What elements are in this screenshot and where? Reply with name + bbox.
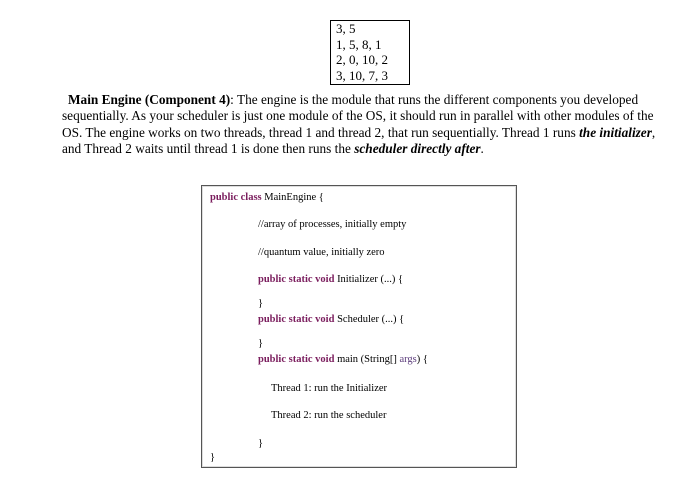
paragraph-text-2: , and Thread 2 waits until thread 1 is done then runs the — [62, 124, 656, 156]
paragraph-text-1: The engine is the module that runs the different components you developed sequentially. As your scheduler is just one module of the OS, it should run in parallel with other modules of the OS. The engine works on two threads, thread 1 and thread 2, that run sequentially. Thread 1 runs — [62, 92, 654, 140]
code-comment-quantum: //quantum value, initially zero — [258, 247, 385, 258]
code-class-keyword: public class — [210, 192, 262, 203]
input-row-2: 1, 5, 8, 1 — [336, 36, 382, 52]
code-thread-2: Thread 2: run the scheduler — [271, 410, 387, 421]
code-initializer-name: Initializer (...) { — [334, 274, 404, 285]
input-row-3: 2, 0, 10, 2 — [336, 52, 388, 67]
code-main-close: } — [258, 438, 264, 449]
code-main-keyword: public static void — [258, 354, 335, 365]
code-scheduler-signature — [258, 314, 404, 326]
code-initializer-keyword: public static void — [258, 274, 335, 285]
code-class-close: } — [210, 452, 216, 463]
code-main-name: main (String[] — [334, 354, 400, 365]
code-comment-array: //array of processes, initially empty — [258, 219, 407, 230]
code-main-end: ) { — [416, 354, 428, 365]
code-initializer-signature — [258, 274, 403, 286]
code-class-declaration — [210, 192, 324, 204]
code-main-signature — [258, 354, 428, 366]
code-scheduler-name: Scheduler (...) { — [334, 314, 405, 325]
paragraph-colon: : — [230, 92, 234, 107]
code-scheduler-keyword: public static void — [258, 314, 335, 325]
code-thread-1: Thread 1: run the Initializer — [271, 383, 388, 394]
paragraph-emphasis-initializer: the initializer — [579, 124, 652, 140]
code-box — [201, 185, 517, 468]
paragraph-emphasis-scheduler: scheduler directly after — [354, 140, 481, 156]
main-engine-paragraph — [62, 92, 672, 157]
input-table — [330, 20, 410, 85]
code-scheduler-close: } — [258, 338, 264, 349]
input-row-1: 3, 5 — [336, 21, 356, 36]
code-initializer-close: } — [258, 298, 264, 309]
code-class-name: MainEngine { — [261, 192, 324, 203]
paragraph-text-3: . — [480, 140, 484, 156]
paragraph-heading: Main Engine (Component 4) — [68, 92, 231, 107]
code-main-args: args — [399, 354, 417, 365]
input-row-4: 3, 10, 7, 3 — [336, 67, 388, 83]
